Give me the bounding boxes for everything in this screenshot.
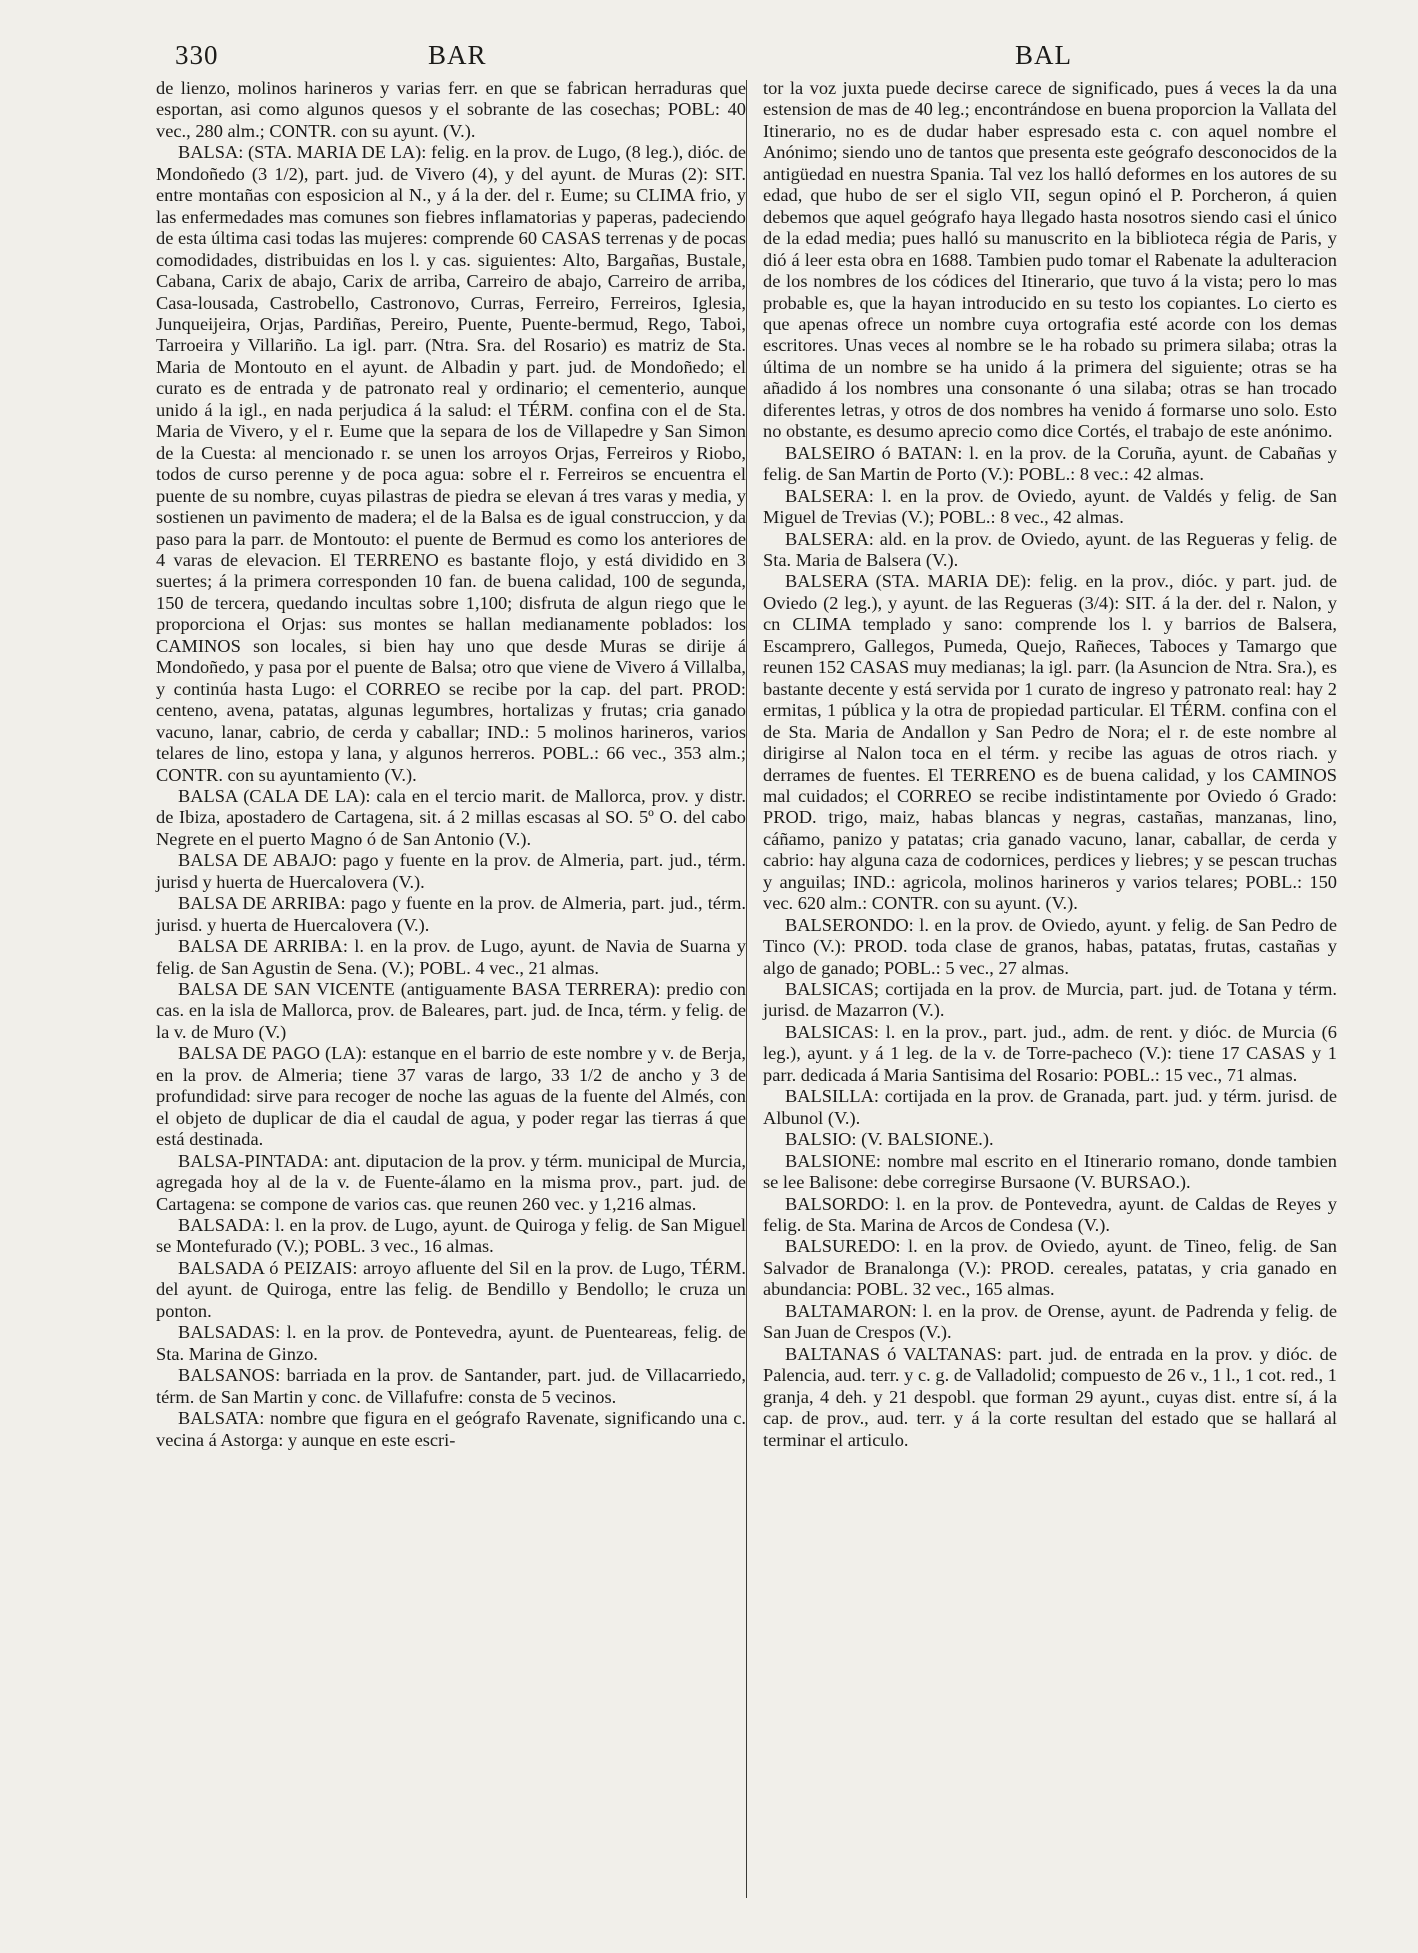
entry-paragraph: BALSA-PINTADA: ant. diputacion de la prov. y térm. municipal de Murcia, agregada hoy al de la v. de Fuente-álamo en la misma prov., part. jud. de Cartagena: se compone de varios cas. que reunen 260 vec. y 1,216 almas. — [156, 1150, 746, 1214]
entry-paragraph: BALSA: (STA. MARIA DE LA): felig. en la prov. de Lugo, (8 leg.), dióc. de Mondoñedo (3 1/2), part. jud. de Vivero (4), y del ayunt. de Muras (2): SIT. entre montañas con esposicion al N., y á la der. del r. Eume; su CLIMA frio, y las enfermedades mas comunes son fiebres inflamatorias y paperas, padeciendo de esta última casi todas las mujeres: comprende 60 CASAS terrenas y de pocas comodidades, distribuidas en los l. y cas. siguientes: Alto, Bargañas, Bustale, Cabana, Carix de abajo, Carix de arriba, Carreiro de abajo, Carreiro de arriba, Casa-lousada, Castrobello, Castronovo, Curras, Ferreiro, Ferreiros, Iglesia, Junqueijeira, Orjas, Pardiñas, Pereiro, Puente, Puente-bermud, Rego, Taboi, Tarroeira y Villariño. La igl. parr. (Ntra. Sra. del Rosario) es matriz de Sta. Maria de Montouto en el ayunt. de Albadin y part. jud. de Mondoñedo; el curato es de entrada y de patronato real y ordinario; el cementerio, aunque unido á la igl., en nada perjudica á la salud: el TÉRM. confina con el de Sta. Maria de Vivero, y el r. Eume que la separa de los de Villapedre y San Simon de la Cuesta: al mencionado r. se unen los arroyos Orjas, Ferreiros y Riobo, todos de curso perenne y de poca agua: sobre el r. Ferreiros se encuentra el puente de su nombre, cuyas pilastras de piedra se elevan á tres varas y media, y sostienen un pavimento de madera; el de la Balsa es de igual construccion, y da paso para la parr. de Montouto: el puente de Bermud es como los anteriores de 4 varas de elevacion. El TERRENO es bastante flojo, y está dividido en 3 suertes; á la primera corresponden 10 fan. de buena calidad, 100 de segunda, 150 de tercera, quedando incultas sobre 1,100; disfruta de algun riego que le proporciona el Orjas: sus montes se hallan medianamente poblados: los CAMINOS son locales, si bien hay uno que desde Muras se dirije á Mondoñedo, y pasa por el puente de Balsa; otro que viene de Vivero á Villalba, y continúa hasta Lugo: el CORREO se recibe por la cap. del part. PROD: centeno, avena, patatas, algunas legumbres, hortalizas y frutas; cria ganado vacuno, lanar, cabrio, de cerda y caballar; IND.: 5 molinos harineros, varios telares de lino, estopa y lana, y algunos herreros. POBL.: 66 vec., 353 alm.; CONTR. con su ayuntamiento (V.). — [156, 142, 746, 785]
entry-paragraph: BALSA DE ABAJO: pago y fuente en la prov. de Almeria, part. jud., térm. jurisd y huerta de Huercalovera (V.). — [156, 850, 746, 892]
left-column — [156, 78, 746, 1451]
entry-paragraph: BALSADA ó PEIZAIS: arroyo afluente del Sil en la prov. de Lugo, TÉRM. del ayunt. de Quiroga, entre las felig. de Bendillo y Bendollo; le cruza un ponton. — [156, 1257, 746, 1321]
entry-paragraph: BALSICAS: l. en la prov., part. jud., adm. de rent. y dióc. de Murcia (6 leg.), ayunt. y á 1 leg. de la v. de Torre-pacheco (V.): tiene 17 CASAS y 1 parr. dedicada á Maria Santisima del Rosario: POBL.: 15 vec., 71 almas. — [763, 1021, 1337, 1085]
entry-paragraph: BALSA DE ARRIBA: l. en la prov. de Lugo, ayunt. de Navia de Suarna y felig. de San Agustin de Sena. (V.); POBL. 4 vec., 21 almas. — [156, 936, 746, 978]
entry-paragraph: BALSERA: ald. en la prov. de Oviedo, ayunt. de las Regueras y felig. de Sta. Maria de Balsera (V.). — [763, 528, 1337, 570]
entry-paragraph: BALSIONE: nombre mal escrito en el Itinerario romano, donde tambien se lee Balisone: debe corregirse Bursaone (V. BURSAO.). — [763, 1150, 1337, 1193]
entry-paragraph: BALSORDO: l. en la prov. de Pontevedra, ayunt. de Caldas de Reyes y felig. de Sta. Marina de Arcos de Condesa (V.). — [763, 1193, 1337, 1236]
entry-paragraph: BALSA (CALA DE LA): cala en el tercio marit. de Mallorca, prov. y distr. de Ibiza, apostadero de Cartagena, sit. á 2 millas escasas al SO. 5º O. del cabo Negrete en el puerto Magno ó de San Antonio (V.). — [156, 785, 746, 849]
entry-paragraph: BALSANOS: barriada en la prov. de Santander, part. jud. de Villacarriedo, térm. de San Martin y conc. de Villafufre: consta de 5 vecinos. — [156, 1365, 746, 1407]
entry-paragraph: de lienzo, molinos harineros y varias ferr. en que se fabrican herraduras que esportan, asi como algunos quesos y el sobrante de las cosechas; POBL: 40 vec., 280 alm.; CONTR. con su ayunt. (V.). — [156, 78, 746, 141]
left-running-head: BAR — [428, 40, 487, 70]
right-running-head: BAL — [1015, 40, 1072, 70]
entry-paragraph: BALSA DE ARRIBA: pago y fuente en la prov. de Almeria, part. jud., térm. jurisd. y huerta de Huercalovera (V.). — [156, 893, 746, 935]
entry-paragraph: BALTANAS ó VALTANAS: part. jud. de entrada en la prov. y dióc. de Palencia, aud. terr. y c. g. de Valladolid; compuesto de 26 v., 1 l., 1 cot. red., 1 granja, 4 deh. y 21 despobl. que forman 29 ayunt., cuyas dist. entre sí, á la cap. de prov., aud. terr. y á la corte resultan del estado que se hallará al terminar el articulo. — [763, 1343, 1337, 1450]
entry-paragraph: BALSIO: (V. BALSIONE.). — [785, 1129, 994, 1150]
entry-paragraph: BALSA DE SAN VICENTE (antiguamente BASA TERRERA): predio con cas. en la isla de Mallorca, prov. de Baleares, part. jud. de Inca, térm. y felig. de la v. de Muro (V.) — [156, 979, 746, 1042]
entry-paragraph: BALSEIRO ó BATAN: l. en la prov. de la Coruña, ayunt. de Cabañas y felig. de San Martin de Porto (V.): POBL.: 8 vec.: 42 almas. — [763, 442, 1337, 485]
page-number: 330 — [175, 40, 219, 70]
right-column — [763, 78, 1337, 1451]
entry-paragraph: BALTAMARON: l. en la prov. de Orense, ayunt. de Padrenda y felig. de San Juan de Crespos (V.). — [763, 1300, 1337, 1343]
entry-paragraph: BALSADAS: l. en la prov. de Pontevedra, ayunt. de Puenteareas, felig. de Sta. Marina de Ginzo. — [156, 1322, 746, 1364]
entry-paragraph: BALSERA (STA. MARIA DE): felig. en la prov., dióc. y part. jud. de Oviedo (2 leg.), y ayunt. de las Regueras (3/4): SIT. á la der. del r. Nalon, y cn CLIMA templado y sano: comprende los l. y barrios de Balsera, Escamprero, Gallegos, Pumeda, Quejo, Rañeces, Taboces y Tamargo que reunen 152 CASAS muy medianas; la igl. parr. (la Asuncion de Ntra. Sra.), es bastante decente y está servida por 1 curato de ingreso y patronato real: hay 2 ermitas, 1 pública y la otra de propiedad particular. El TÉRM. confina con el de Sta. Maria de Andallon y San Pedro de Nora; el r. de este nombre al dirigirse al Nalon toca en el térm. y recibe las aguas de otros riach. y derrames de fuentes. El TERRENO es de buena calidad, y los CAMINOS mal cuidados; el CORREO se recibe indistintamente por Oviedo ó Grado: PROD. trigo, maiz, habas blancas y negras, castañas, manzanas, lino, cáñamo, panizo y patatas; cria ganado vacuno, lanar, caballar, de cerda y cabrio: hay alguna caza de codornices, perdices y liebres; y se pescan truchas y anguilas; IND.: agricola, molinos harineros y varios telares; POBL.: 150 vec. 620 alm.: CONTR. con su ayunt. (V.). — [763, 571, 1337, 914]
entry-paragraph: BALSILLA: cortijada en la prov. de Granada, part. jud. y térm. jurisd. de Albunol (V.). — [763, 1086, 1337, 1128]
entry-paragraph: BALSATA: nombre que figura en el geógrafo Ravenate, significando una c. vecina á Astorga: y aunque en este escri- — [156, 1408, 746, 1450]
entry-paragraph: BALSERA: l. en la prov. de Oviedo, ayunt. de Valdés y felig. de San Miguel de Trevias (V.); POBL.: 8 vec., 42 almas. — [763, 485, 1337, 528]
entry-paragraph: BALSICAS; cortijada en la prov. de Murcia, part. jud. de Totana y térm. jurisd. de Mazarron (V.). — [763, 979, 1337, 1021]
entry-paragraph: BALSADA: l. en la prov. de Lugo, ayunt. de Quiroga y felig. de San Miguel se Montefurado (V.); POBL. 3 vec., 16 almas. — [156, 1215, 746, 1257]
entry-paragraph: BALSUREDO: l. en la prov. de Oviedo, ayunt. de Tineo, felig. de San Salvador de Branalonga (V.): PROD. cereales, patatas, y cria ganado en abundancia: POBL. 32 vec., 165 almas. — [763, 1236, 1337, 1300]
page-header — [0, 40, 1418, 80]
column-divider — [746, 80, 747, 1898]
entry-paragraph: BALSERONDO: l. en la prov. de Oviedo, ayunt. y felig. de San Pedro de Tinco (V.): PROD. toda clase de granos, habas, patatas, frutas, castañas y algo de ganado; POBL.: 5 vec., 27 almas. — [763, 914, 1337, 978]
entry-paragraph: tor la voz juxta puede decirse carece de significado, pues á veces la da una estension de mas de 40 leg.; encontrándose en buena proporcion la Vallata del Itinerario, no es de dudar haber espresado esta c. con aquel nombre el Anónimo; siendo uno de tantos que presenta este geógrafo desconocidos de la antigüedad en nuestra Spania. Tal vez los halló deformes en los autores de su edad, que hubo de ser el siglo VII, segun opinó el P. Porcheron, á quien debemos que aquel geógrafo haya llegado hasta nosotros siendo casi el único de la edad media; pues halló su manuscrito en la biblioteca régia de Paris, y dió á leer esta obra en 1688. Tambien pudo tomar el Rabenate la adulteracion de los nombres de los códices del Itinerario, que tuvo á la vista; pero lo mas probable es, que la hayan introducido en su testo los copiantes. Lo cierto es que apenas ofrece un nombre cuya ortografia esté acorde con los demas escritores. Unas veces al nombre se le ha robado su primera silaba; otras la última de un nombre se ha unido á la primera del siguiente; otras se ha añadido á los nombres una consonante ó una silaba; otras se han trocado diferentes letras, y otros de dos nombres ha venido á formarse uno solo. Esto no obstante, es desumo aprecio como dice Cortés, el trabajo de este anónimo. — [763, 78, 1337, 442]
entry-paragraph: BALSA DE PAGO (LA): estanque en el barrio de este nombre y v. de Berja, en la prov. de Almeria; tiene 37 varas de largo, 33 1/2 de ancho y 3 de profundidad: sirve para recoger de noche las aguas de la fuente del Almés, con el objeto de duplicar de dia el caudal de agua, y poder regar las tierras á que está destinada. — [156, 1043, 746, 1150]
